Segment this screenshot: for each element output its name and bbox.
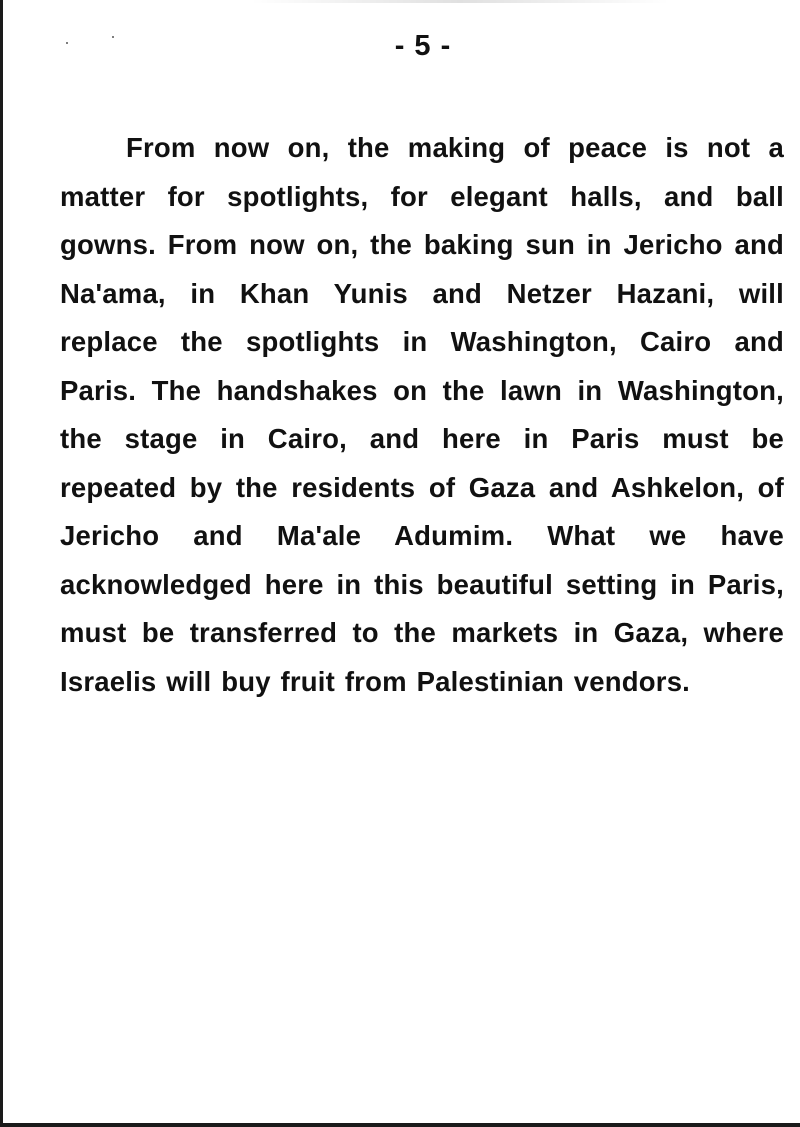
body-paragraph: From now on, the making of peace is not a matter for spotlights, for elegant halls, and ball gowns. From now on, the baking sun in Jericho and Na'ama, in Khan Yunis and Netzer Hazani, will replace the spotlights in Washington, Cairo and Paris. The handshakes on the lawn in Washington, the stage in Cairo, and here in Paris must be repeated by the residents of Gaza and Ashkelon, of Jericho and Ma'ale Adumim. What we have acknowledged here in this beautiful setting in Paris, must be transferred to the markets in Gaza, where Israelis will buy fruit from Palestinian vendors. (60, 132, 784, 697)
scan-left-edge (0, 0, 3, 1127)
scan-bottom-edge (0, 1123, 800, 1127)
scan-top-smudge (250, 0, 670, 3)
page-number: - 5 - (394, 30, 452, 62)
